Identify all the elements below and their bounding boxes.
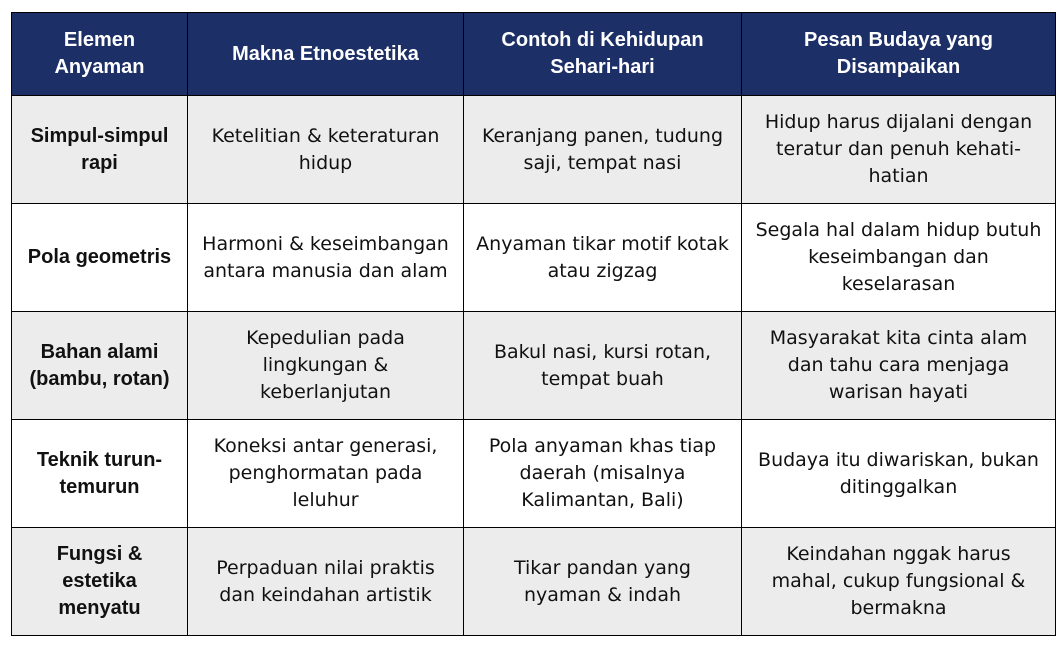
row-label: Bahan alami (bambu, rotan) — [12, 312, 188, 420]
table-row — [12, 420, 1056, 528]
header-row — [12, 13, 1056, 96]
anyaman-table — [11, 12, 1056, 636]
table-row — [12, 528, 1056, 636]
table-container — [11, 12, 1056, 636]
table-cell: Keindahan nggak harus mahal, cukup fungsional & bermakna — [742, 528, 1056, 636]
row-label: Pola geometris — [12, 204, 188, 312]
table-cell: Ketelitian & keteraturan hidup — [188, 96, 464, 204]
table-cell: Budaya itu diwariskan, bukan ditinggalkan — [742, 420, 1056, 528]
row-label: Simpul-simpul rapi — [12, 96, 188, 204]
table-row — [12, 204, 1056, 312]
table-cell: Harmoni & keseimbangan antara manusia dan alam — [188, 204, 464, 312]
table-cell: Tikar pandan yang nyaman & indah — [464, 528, 742, 636]
header-elemen: Elemen Anyaman — [12, 13, 188, 96]
table-row — [12, 96, 1056, 204]
header-contoh: Contoh di Kehidupan Sehari-hari — [464, 13, 742, 96]
table-cell: Perpaduan nilai praktis dan keindahan artistik — [188, 528, 464, 636]
row-label: Fungsi & estetika menyatu — [12, 528, 188, 636]
row-label: Teknik turun-temurun — [12, 420, 188, 528]
table-cell: Segala hal dalam hidup butuh keseimbangan dan keselarasan — [742, 204, 1056, 312]
table-cell: Anyaman tikar motif kotak atau zigzag — [464, 204, 742, 312]
table-cell: Kepedulian pada lingkungan & keberlanjutan — [188, 312, 464, 420]
table-cell: Pola anyaman khas tiap daerah (misalnya Kalimantan, Bali) — [464, 420, 742, 528]
table-cell: Hidup harus dijalani dengan teratur dan penuh kehati-hatian — [742, 96, 1056, 204]
header-pesan: Pesan Budaya yang Disampaikan — [742, 13, 1056, 96]
table-cell: Masyarakat kita cinta alam dan tahu cara menjaga warisan hayati — [742, 312, 1056, 420]
table-cell: Bakul nasi, kursi rotan, tempat buah — [464, 312, 742, 420]
table-row — [12, 312, 1056, 420]
header-makna: Makna Etnoestetika — [188, 13, 464, 96]
table-cell: Koneksi antar generasi, penghormatan pada leluhur — [188, 420, 464, 528]
table-cell: Keranjang panen, tudung saji, tempat nasi — [464, 96, 742, 204]
